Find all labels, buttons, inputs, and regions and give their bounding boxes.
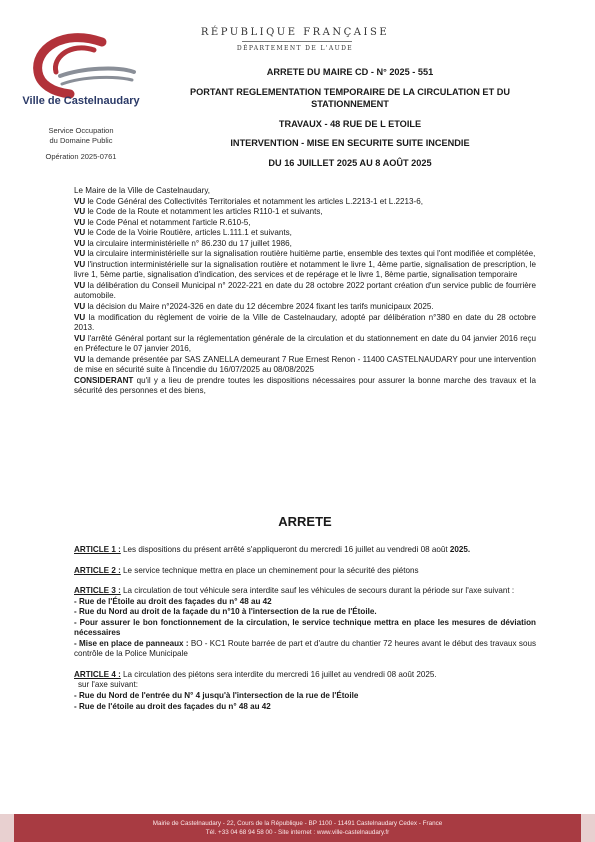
header-divider <box>242 41 352 42</box>
intro-text: Le Maire de la Ville de Castelnaudary, <box>74 186 211 195</box>
decree-number: ARRETE DU MAIRE CD - N° 2025 - 551 <box>266 67 434 77</box>
vu-item: VU la demande présentée par SAS ZANELLA demeurant 7 Rue Ernest Renon - 11400 CASTELNAUDARY pour une intervention de mise en sécurité suite à l'incendie du 16/07/2025 au 08/08/2025 <box>74 354 537 375</box>
operation-number: Opération 2025-0761 <box>45 152 117 161</box>
article-4-item: - Rue du Nord de l'entrée du N° 4 jusqu'à l'intersection de la rue de l'Étoile <box>74 691 359 701</box>
vu-item: VU la modification du règlement de voirie de la Ville de Castelnaudary, adopté par délibération n°380 en date du 28 octobre 2013. <box>74 312 537 333</box>
arrete-heading: ARRETE <box>278 514 332 529</box>
article-3: ARTICLE 3 : La circulation de tout véhicule sera interdite sauf les véhicules de secours durant la période sur l'axe suivant : <box>74 586 515 596</box>
service-name: Service Occupation du Domaine Public <box>48 126 114 145</box>
intervention-title: INTERVENTION - MISE EN SECURITE SUITE INCENDIE <box>230 138 470 149</box>
vu-item: VU le Code Général des Collectivités Territoriales et notamment les articles L.2213-1 et L.2213-6, <box>74 196 423 206</box>
vu-item: VU le Code de la Route et notamment les articles R110-1 et suivants, <box>74 207 323 217</box>
vu-item: VU l'instruction interministérielle sur la signalisation routière et notamment le livre 1, 4ème partie, signalisation de prescription, le livre 1, 5ème partie, signalisation d'indication, des services et de repérage et le livre 1, 8ème partie, signalisation temporaire <box>74 259 537 280</box>
considerations <box>74 186 536 397</box>
vu-item: VU le Code Pénal et notamment l'article R.610-5, <box>74 217 251 227</box>
article-3-item: - Rue de l'Étoile au droit des façades du n° 48 au 42 <box>74 596 272 606</box>
vu-item: VU la délibération du Conseil Municipal n° 2022-221 en date du 28 octobre 2022 portant création d'un service public de fourrière automobile. <box>74 280 536 301</box>
town-name: Ville de Castelnaudary <box>22 95 140 107</box>
footer-contact: Tél. +33 04 68 94 58 00 - Site internet : www.ville-castelnaudary.fr <box>205 829 390 836</box>
subject-line-2: STATIONNEMENT <box>311 99 389 110</box>
article-4-item: - Rue de l'étoile au droit des façades du n° 48 au 42 <box>74 701 271 711</box>
republic-header: RÉPUBLIQUE FRANÇAISE <box>200 27 390 38</box>
vu-item: VU l'arrêté Général portant sur la réglementation générale de la circulation et du stationnement en date du 04 janvier 2016 reçu en Préfecture le 07 janvier 2016, <box>74 333 537 354</box>
article-3-item: - Pour assurer le bon fonctionnement de la circulation, le service technique mettra en place les mesures de déviation nécessaires <box>74 617 536 638</box>
works-title: TRAVAUX - 48 RUE DE L ETOILE <box>278 118 422 129</box>
footer-band <box>14 814 581 842</box>
dates-title: DU 16 JUILLET 2025 AU 8 AOÛT 2025 <box>268 157 432 168</box>
subject-line-1: PORTANT REGLEMENTATION TEMPORAIRE DE LA CIRCULATION ET DU <box>189 86 510 97</box>
vu-item: VU le Code de la Voirie Routière, articles L.111.1 et suivants, <box>74 228 292 238</box>
vu-item: VU la circulaire interministérielle n° 86.230 du 17 juillet 1986, <box>74 238 292 248</box>
department-header: DÉPARTEMENT DE L'AUDE <box>236 45 354 52</box>
article-3-item: - Rue du Nord au droit de la façade du n°10 à l'intersection de la rue de l'Étoile. <box>74 607 377 617</box>
considerant-item: CONSIDERANT qu'il y a lieu de prendre toutes les dispositions nécessaires pour assurer la bonne marche des travaux et la sécurité des personnes et des biens, <box>74 375 537 396</box>
article-1: ARTICLE 1 : Les dispositions du présent arrêté s'appliqueront du mercredi 16 juillet au vendredi 08 août 2025. <box>74 545 471 554</box>
decree-titles <box>160 66 540 170</box>
vu-item: VU la circulaire interministérielle sur la signalisation routière huitième partie, ensemble des textes qui l'ont modifiée et complétée, <box>74 249 536 259</box>
article-2: ARTICLE 2 : Le service technique mettra en place un cheminement pour la sécurité des piétons <box>74 565 419 575</box>
page-footer <box>0 814 595 842</box>
article-3-item: - Mise en place de panneaux : BO - KC1 Route barrée de part et d'autre du chantier 72 heures avant le début des travaux sous contrôle de la Police Municipale <box>74 638 536 659</box>
article-4-axis: sur l'axe suivant: <box>78 680 139 690</box>
vu-item: VU la décision du Maire n°2024-326 en date du 12 décembre 2024 fixant les tarifs municipaux 2025. <box>74 302 434 312</box>
article-4: ARTICLE 4 : La circulation des piétons sera interdite du mercredi 16 juillet au vendredi 08 août 2025. <box>74 669 437 679</box>
articles <box>74 545 536 712</box>
footer-address: Mairie de Castelnaudary - 22, Cours de la République - BP 1100 - 11491 Castelnaudary Cedex - France <box>152 820 443 827</box>
